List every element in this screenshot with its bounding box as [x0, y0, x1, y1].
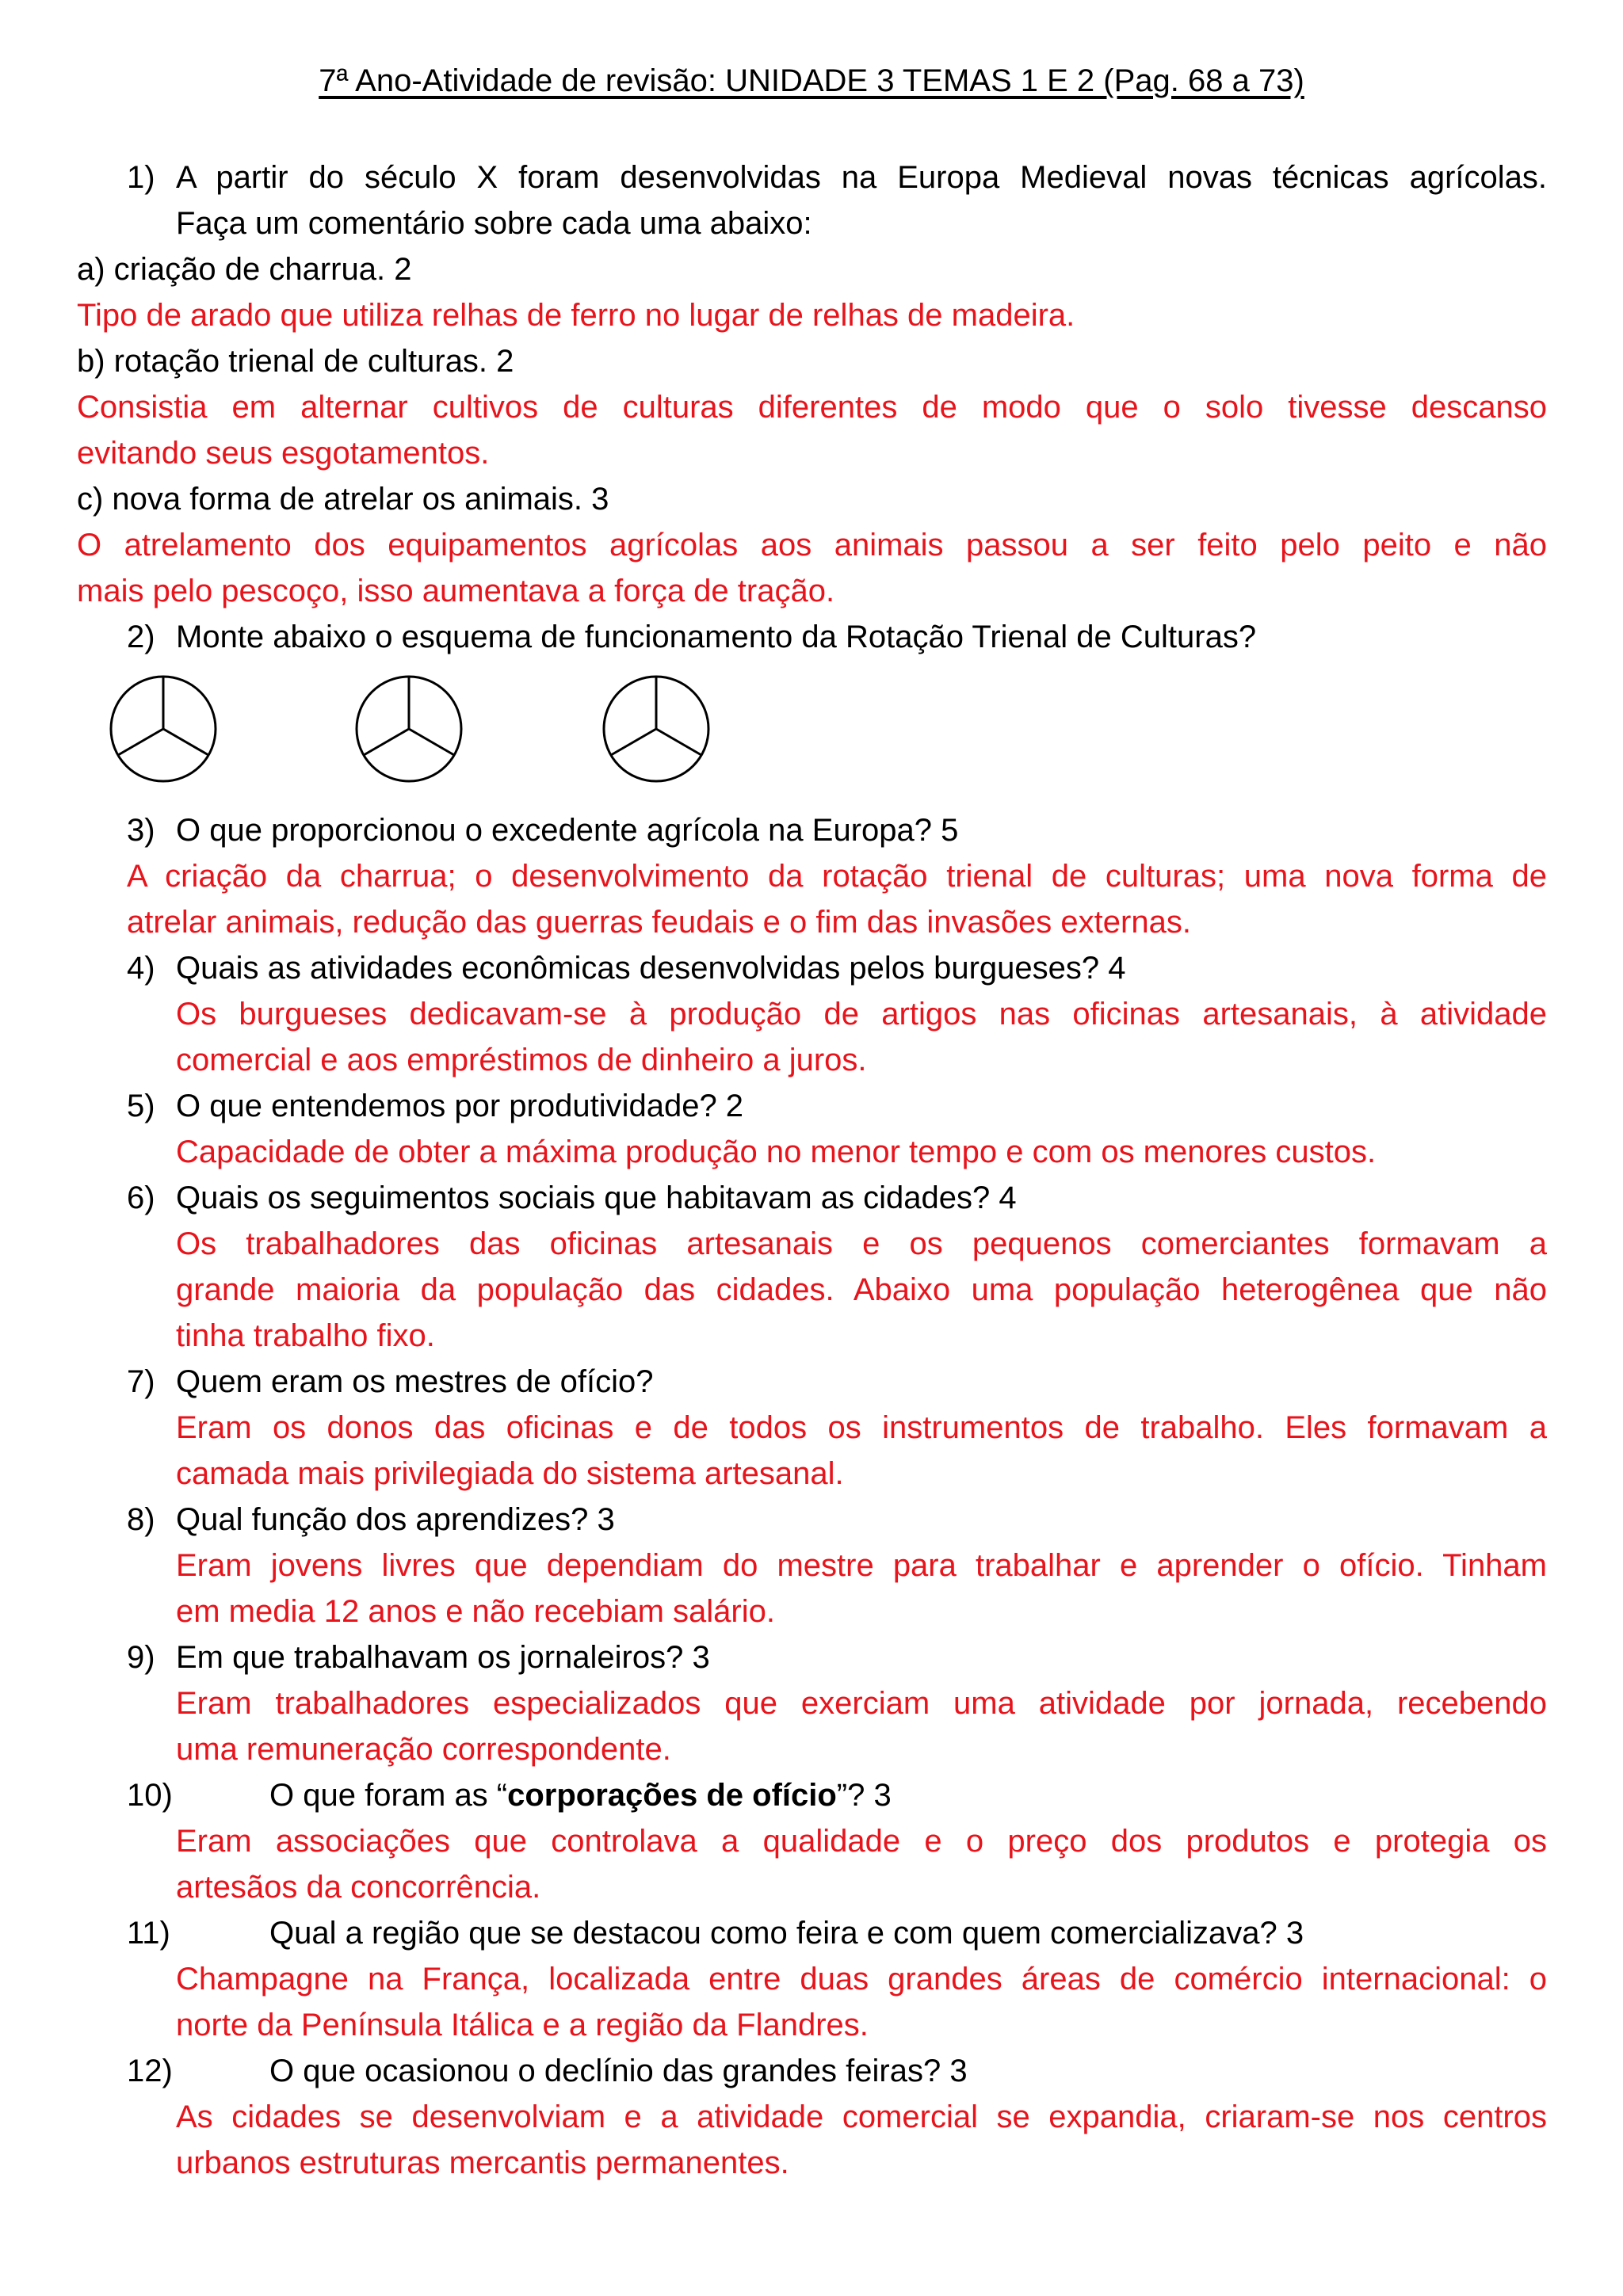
- q1-b-label: b) rotação trienal de culturas. 2: [77, 344, 514, 379]
- q2-text: Monte abaixo o esquema de funcionamento da Rotação Trienal de Culturas?: [176, 620, 1257, 654]
- rotation-diagram-1: [108, 673, 219, 784]
- q5-number: 5): [127, 1089, 155, 1123]
- q7-answer-line1: Eram os donos das oficinas e de todos os instrumentos de trabalho. Eles formavam a: [176, 1410, 1547, 1445]
- q1-number: 1): [127, 160, 155, 195]
- q9-text: Em que trabalhavam os jornaleiros? 3: [176, 1640, 710, 1675]
- q7-number: 7): [127, 1364, 155, 1399]
- q9-answer-line2: uma remuneração correspondente.: [176, 1732, 671, 1767]
- q8-text: Qual função dos aprendizes? 3: [176, 1502, 615, 1537]
- q1-c-answer-line1: O atrelamento dos equipamentos agrícolas aos animais passou a ser feito pelo peito e não: [77, 528, 1547, 563]
- q4-answer-line2: comercial e aos empréstimos de dinheiro a juros.: [176, 1043, 867, 1077]
- q1-text-line2: Faça um comentário sobre cada uma abaixo:: [176, 206, 812, 241]
- q3-answer-line1: A criação da charrua; o desenvolvimento da rotação trienal de culturas; uma nova forma de: [127, 859, 1547, 894]
- q1-b-answer-line2: evitando seus esgotamentos.: [77, 436, 490, 471]
- q10-text-before: O que foram as “: [269, 1778, 508, 1813]
- page-title: 7ª Ano-Atividade de revisão: UNIDADE 3 TEMAS 1 E 2 (Pag. 68 a 73): [319, 63, 1304, 98]
- q4-number: 4): [127, 951, 155, 986]
- q9-number: 9): [127, 1640, 155, 1675]
- q10-text-after: ”? 3: [836, 1778, 892, 1813]
- q3-text: O que proporcionou o excedente agrícola na Europa? 5: [176, 813, 959, 848]
- q10-text-bold: corporações de ofício: [507, 1778, 837, 1813]
- q3-number: 3): [127, 813, 155, 848]
- q10-number: 10): [127, 1778, 173, 1813]
- q1-text-line1: A partir do século X foram desenvolvidas na Europa Medieval novas técnicas agrícolas.: [176, 160, 1547, 195]
- q1-c-answer-line2: mais pelo pescoço, isso aumentava a força de tração.: [77, 574, 835, 608]
- q7-answer-line2: camada mais privilegiada do sistema artesanal.: [176, 1456, 844, 1491]
- q6-answer-line3: tinha trabalho fixo.: [176, 1318, 435, 1353]
- q1-b-answer-line1: Consistia em alternar cultivos de culturas diferentes de modo que o solo tivesse descanso: [77, 390, 1547, 425]
- q12-text: O que ocasionou o declínio das grandes feiras? 3: [269, 2054, 968, 2088]
- q4-answer-line1: Os burgueses dedicavam-se à produção de artigos nas oficinas artesanais, à atividade: [176, 997, 1547, 1032]
- q6-number: 6): [127, 1180, 155, 1215]
- q8-answer-line2: em media 12 anos e não recebiam salário.: [176, 1594, 775, 1629]
- q1-c-label: c) nova forma de atrelar os animais. 3: [77, 482, 609, 517]
- q1-a-label: a) criação de charrua. 2: [77, 252, 412, 287]
- q12-answer-line1: As cidades se desenvolviam e a atividade comercial se expandia, criaram-se nos centros: [176, 2100, 1547, 2134]
- q3-answer-line2: atrelar animais, redução das guerras feudais e o fim das invasões externas.: [127, 905, 1191, 940]
- q10-text: [269, 1775, 892, 1816]
- q2-number: 2): [127, 620, 155, 654]
- q12-answer-line2: urbanos estruturas mercantis permanentes.: [176, 2145, 789, 2180]
- q12-number: 12): [127, 2054, 173, 2088]
- q6-answer-line1: Os trabalhadores das oficinas artesanais e os pequenos comerciantes formavam a: [176, 1226, 1547, 1261]
- rotation-diagram-2: [353, 673, 464, 784]
- q10-answer-line2: artesãos da concorrência.: [176, 1870, 541, 1905]
- q11-answer-line1: Champagne na França, localizada entre duas grandes áreas de comércio internacional: o: [176, 1962, 1547, 1997]
- rotation-diagram-3: [601, 673, 712, 784]
- q11-answer-line2: norte da Península Itálica e a região da Flandres.: [176, 2008, 869, 2042]
- q11-number: 11): [127, 1916, 170, 1951]
- q10-answer-line1: Eram associações que controlava a qualidade e o preço dos produtos e protegia os: [176, 1824, 1547, 1859]
- q6-text: Quais os seguimentos sociais que habitavam as cidades? 4: [176, 1180, 1017, 1215]
- q7-text: Quem eram os mestres de ofício?: [176, 1364, 654, 1399]
- q8-number: 8): [127, 1502, 155, 1537]
- q8-answer-line1: Eram jovens livres que dependiam do mestre para trabalhar e aprender o ofício. Tinham: [176, 1548, 1547, 1583]
- q6-answer-line2: grande maioria da população das cidades. Abaixo uma população heterogênea que não: [176, 1272, 1547, 1307]
- q5-answer-line1: Capacidade de obter a máxima produção no menor tempo e com os menores custos.: [176, 1135, 1377, 1169]
- q11-text: Qual a região que se destacou como feira e com quem comercializava? 3: [269, 1916, 1304, 1951]
- q1-a-answer: Tipo de arado que utiliza relhas de ferro no lugar de relhas de madeira.: [77, 298, 1075, 333]
- q4-text: Quais as atividades econômicas desenvolvidas pelos burgueses? 4: [176, 951, 1126, 986]
- q5-text: O que entendemos por produtividade? 2: [176, 1089, 744, 1123]
- q9-answer-line1: Eram trabalhadores especializados que exerciam uma atividade por jornada, recebendo: [176, 1686, 1547, 1721]
